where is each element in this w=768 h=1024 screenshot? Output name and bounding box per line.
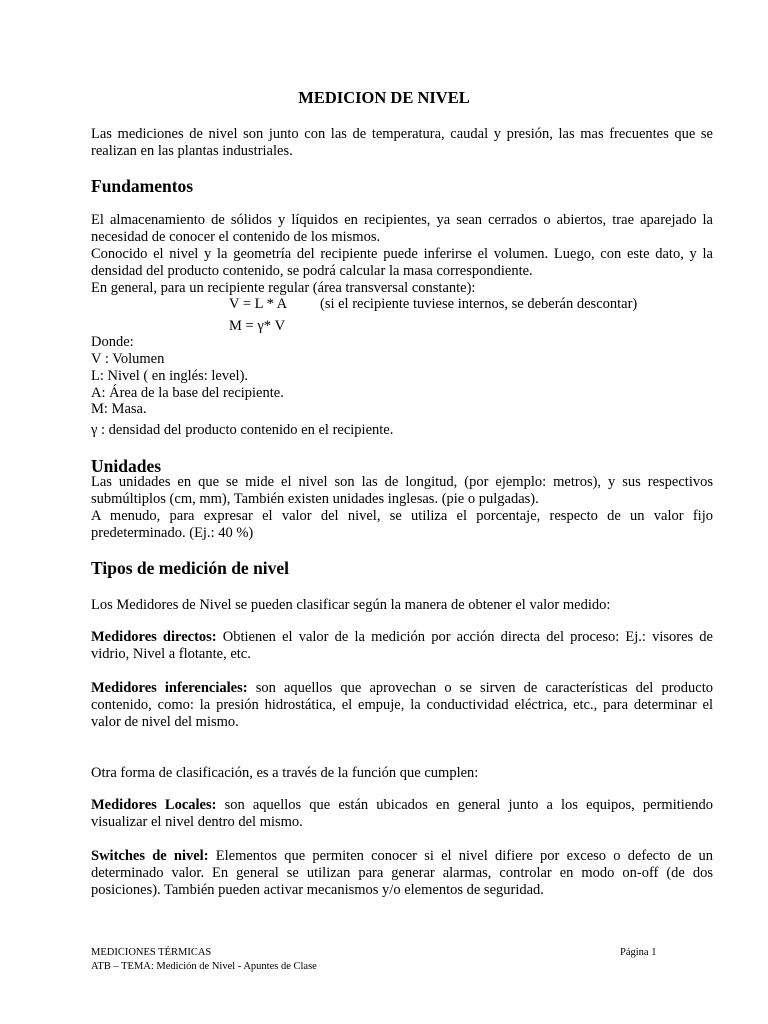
formula-volume-note: (si el recipiente tuviese internos, se deberán descontar) bbox=[320, 296, 638, 312]
definition-mass: M: Masa. bbox=[91, 401, 147, 417]
definition-area: A: Área de la base del recipiente. bbox=[91, 385, 284, 401]
medidores-directos-term: Medidores directos: bbox=[91, 629, 217, 645]
medidores-inferenciales-text: son aquellos que aprovechan o se sirven de características del producto contenido, como: la presión hidrostática, el empuje, la conductividad eléctrica, etc., para determinar el valor de nivel del mismo. bbox=[91, 680, 713, 730]
footer-topic: ATB – TEMA: Medición de Nivel - Apuntes de Clase bbox=[91, 961, 317, 972]
medidores-inferenciales-term: Medidores inferenciales: bbox=[91, 680, 248, 696]
footer-page-number: Página 1 bbox=[620, 947, 657, 958]
intro-paragraph: Las mediciones de nivel son junto con las de temperatura, caudal y presión, las mas frecuentes que se realizan en las plantas industriales. bbox=[91, 126, 713, 159]
switches-paragraph bbox=[91, 848, 713, 899]
medidores-directos-text: Obtienen el valor de la medición por acción directa del proceso: Ej.: visores de vidrio, Nivel a flotante, etc. bbox=[91, 629, 713, 662]
definitions-label: Donde: bbox=[91, 334, 134, 350]
medidores-inferenciales-paragraph bbox=[91, 680, 713, 731]
document-title: MEDICION DE NIVEL bbox=[298, 88, 470, 107]
medidores-locales-paragraph bbox=[91, 797, 713, 831]
formula-volume: V = L * A bbox=[229, 296, 288, 312]
medidores-locales-text: son aquellos que están ubicados en general junto a los equipos, permitiendo visualizar el nivel dentro del mismo. bbox=[91, 797, 713, 830]
fundamentos-paragraph-3: En general, para un recipiente regular (área transversal constante): bbox=[91, 280, 476, 296]
unidades-paragraph-1: Las unidades en que se mide el nivel son las de longitud, (por ejemplo: metros), y sus respectivos submúltiplos (cm, mm), También existen unidades inglesas. (pie o pulgadas). bbox=[91, 474, 713, 507]
heading-tipos: Tipos de medición de nivel bbox=[91, 558, 290, 578]
heading-unidades: Unidades bbox=[91, 456, 162, 476]
definition-volume: V : Volumen bbox=[91, 351, 165, 367]
switches-text: Elementos que permiten conocer si el nivel difiere por exceso o defecto de un determinado valor. En general se utilizan para generar alarmas, controlar en modo on-off (de dos posiciones). También pueden activar mecanismos y/o elementos de seguridad. bbox=[91, 848, 713, 898]
formula-mass: M = γ* V bbox=[229, 318, 286, 334]
otra-forma-paragraph: Otra forma de clasificación, es a través de la función que cumplen: bbox=[91, 765, 479, 781]
medidores-locales-term: Medidores Locales: bbox=[91, 797, 217, 813]
fundamentos-paragraph-2: Conocido el nivel y la geometría del recipiente puede inferirse el volumen. Luego, con este dato, y la densidad del producto contenido, se podrá calcular la masa correspondiente. bbox=[91, 246, 713, 279]
footer-course: MEDICIONES TÉRMICAS bbox=[91, 947, 212, 958]
switches-term: Switches de nivel: bbox=[91, 848, 209, 864]
unidades-paragraph-2: A menudo, para expresar el valor del nivel, se utiliza el porcentaje, respecto de un valor fijo predeterminado. (Ej.: 40 %) bbox=[91, 508, 713, 541]
medidores-directos-paragraph bbox=[91, 629, 713, 663]
definition-density: γ : densidad del producto contenido en el recipiente. bbox=[91, 422, 394, 438]
heading-fundamentos: Fundamentos bbox=[91, 176, 194, 196]
fundamentos-paragraph-1: El almacenamiento de sólidos y líquidos en recipientes, ya sean cerrados o abiertos, trae aparejado la necesidad de conocer el contenido de los mismos. bbox=[91, 212, 713, 245]
definition-level: L: Nivel ( en inglés: level). bbox=[91, 368, 249, 384]
tipos-intro: Los Medidores de Nivel se pueden clasificar según la manera de obtener el valor medido: bbox=[91, 597, 611, 613]
